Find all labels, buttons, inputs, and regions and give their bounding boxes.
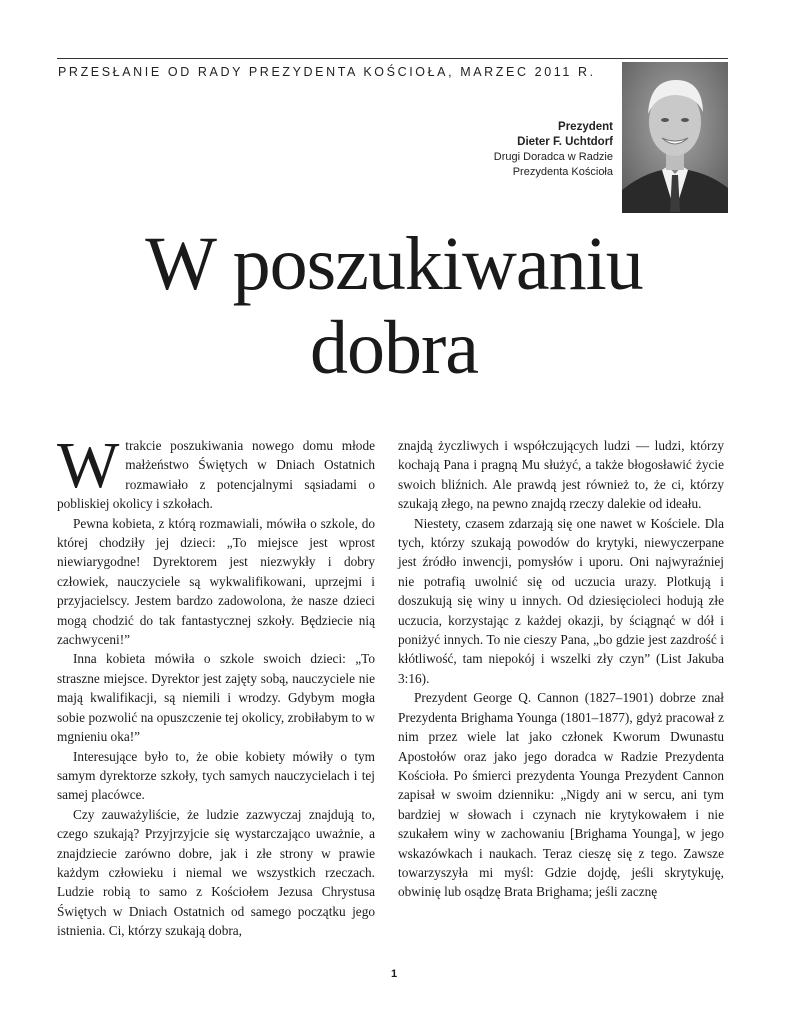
- paragraph: znajdą życzliwych i współczujących ludzi — ludzi, którzy kochają Pana i pragną Mu służyć, a także błogosławić życie swoich bliźnich. Ale prawdą jest również to, że ci, którzy szukają złego, na pewno znajdą rzeczy dalekie od ideału.: [398, 438, 724, 512]
- message-header: PRZESŁANIE OD RADY PREZYDENTA KOŚCIOŁA, MARZEC 2011 R.: [58, 65, 596, 79]
- paragraph: Niestety, czasem zdarzają się one nawet w Kościele. Dla tych, którzy szukają powodów do krytyki, niewyczerpane jest źródło inwencji, pomysłów i uporu. Oni najwyraźniej nie potrafią uwolnić się od uczucia urazy. Plotkują i doszukują się winy u innych. Od dziesięcioleci hodują złe uczucia, korzystając z każdej okazji, by ściągnąć w dół i poniżyć innych. To nie cieszy Pana, „bo gdzie jest zazdrość i kłótliwość, tam niepokój i wszelki zły czyn” (List Jakuba 3:16).: [398, 515, 724, 686]
- author-block: [494, 120, 613, 180]
- drop-cap: W: [57, 429, 120, 502]
- paragraph: Czy zauważyliście, że ludzie zazwyczaj znajdują to, czego szukają? Przyjrzyjcie się wystarczająco uważnie, a znajdziecie zarówno dobre, jak i złe strony w prawie każdym człowieku i niemal we wszystkich rzeczach. Ludzie robią to samo z Kościołem Jezusa Chrystusa Świętych w Dniach Ostatnich od samego początku jego istnienia. Ci, którzy szukają dobra,: [57, 806, 375, 939]
- article-column-right: [398, 436, 724, 902]
- article-column-left: [57, 429, 375, 941]
- page-number: 1: [390, 968, 398, 980]
- author-role: Prezydent: [558, 121, 613, 133]
- paragraph: Pewna kobieta, z którą rozmawiali, mówiła o szkole, do której chodziły jej dzieci: „To miejsce jest wprost niewiarygodne! Dyrektorem jest niezwykły i dobry człowiek, nauczyciele są wykwalifikowani, uprzejmi i przyjacielscy. Jestem bardzo zadowolona, że nasze dzieci mogą chodzić do tak fantastycznej szkoły. Będziecie nią zachwyceni!”: [57, 515, 375, 648]
- title-line-2: dobra: [309, 306, 479, 390]
- paragraph: Inna kobieta mówiła o szkole swoich dzieci: „To straszne miejsce. Dyrektor jest zajęty sobą, nauczyciele nie mają kwalifikacji, są niemili i wrodzy. Gdybym mogła sobie pozwolić na opuszczenie tej okolicy, zrobiłabym to w mgnieniu oka!”: [57, 651, 375, 745]
- paragraph: Interesujące było to, że obie kobiety mówiły o tym samym dyrektorze szkoły, tych samych nauczycielach i tej samej placówce.: [57, 748, 375, 803]
- title-line-1: W poszukiwaniu: [145, 222, 643, 306]
- paragraph: Wtrakcie poszukiwania nowego domu młode małżeństwo Świętych w Dniach Ostatnich rozmawiało z potencjalnymi sąsiadami o pobliskiej okolicy i szkołach.: [57, 429, 375, 512]
- header-rule: [57, 58, 728, 59]
- author-portrait: [622, 62, 728, 213]
- author-name: Dieter F. Uchtdorf: [517, 136, 613, 148]
- article-title: [0, 222, 788, 390]
- paragraph: Prezydent George Q. Cannon (1827–1901) dobrze znał Prezydenta Brighama Younga (1801–1877), gdyż pracował z nim przez wiele lat jako członek Kworum Dwunastu Apostołów oraz jako jego doradca w Radzie Prezydenta Kościoła. Po śmierci prezydenta Younga Prezydent Cannon zapisał w swoim dzienniku: „Nigdy ani w sercu, ani tym bardziej w słowach i czynach nie krytykowałem i nie szukałem winy w zachowaniu [Brighama Younga], w jego wskazówkach i naukach. Teraz cieszę się z tego. Zawsze towarzyszyła mi myśl: Gdzie dojdę, jeśli skrytykuję, obwinię lub osądzę Brata Brighama; jeśli zacznę: [398, 690, 724, 900]
- author-position-line2: Prezydenta Kościoła: [512, 166, 613, 178]
- author-position-line1: Drugi Doradca w Radzie: [493, 151, 613, 163]
